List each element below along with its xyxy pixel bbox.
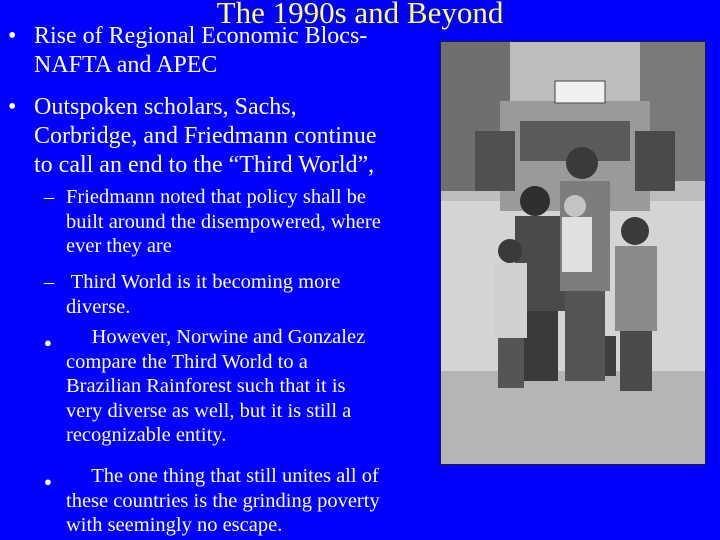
bullet-line: very diverse as well, but it is still a bbox=[66, 399, 352, 422]
bullet-line: Outspoken scholars, Sachs, bbox=[34, 94, 297, 120]
bullet-line: Friedmann noted that policy shall be bbox=[66, 186, 367, 208]
bullet-marker: ● bbox=[44, 474, 52, 489]
bullet-line: built around the disempowered, where bbox=[66, 210, 381, 233]
bullet-line: The one thing that still unites all of bbox=[66, 465, 379, 487]
slide-title: The 1990s and Beyond bbox=[216, 0, 504, 30]
bullet-line: to call an end to the “Third World”, bbox=[34, 152, 375, 178]
bullet-line: compare the Third World to a bbox=[66, 350, 308, 373]
bullet-marker: ● bbox=[44, 335, 52, 350]
bullet-line: diverse. bbox=[66, 295, 131, 318]
bullet-line: Rise of Regional Economic Blocs- bbox=[34, 23, 368, 49]
bullet-line: NAFTA and APEC bbox=[34, 52, 218, 78]
bullet-line: Brazilian Rainforest such that it is bbox=[66, 375, 346, 398]
bullet-line: Corbridge, and Friedmann continue bbox=[34, 123, 377, 149]
bullet-marker: • bbox=[8, 23, 17, 49]
bullet-line: these countries is the grinding poverty bbox=[66, 489, 380, 512]
family-photo bbox=[440, 41, 706, 465]
bullet-line: However, Norwine and Gonzalez bbox=[66, 326, 366, 348]
bullet-line: Third World is it becoming more bbox=[66, 271, 341, 293]
bullet-marker: – bbox=[44, 271, 55, 293]
bullet-marker: – bbox=[44, 186, 55, 208]
bullet-marker: • bbox=[8, 94, 17, 120]
bullet-line: recognizable entity. bbox=[66, 424, 227, 447]
bullet-line: ever they are bbox=[66, 235, 172, 258]
bullet-line: with seemingly no escape. bbox=[66, 514, 283, 537]
